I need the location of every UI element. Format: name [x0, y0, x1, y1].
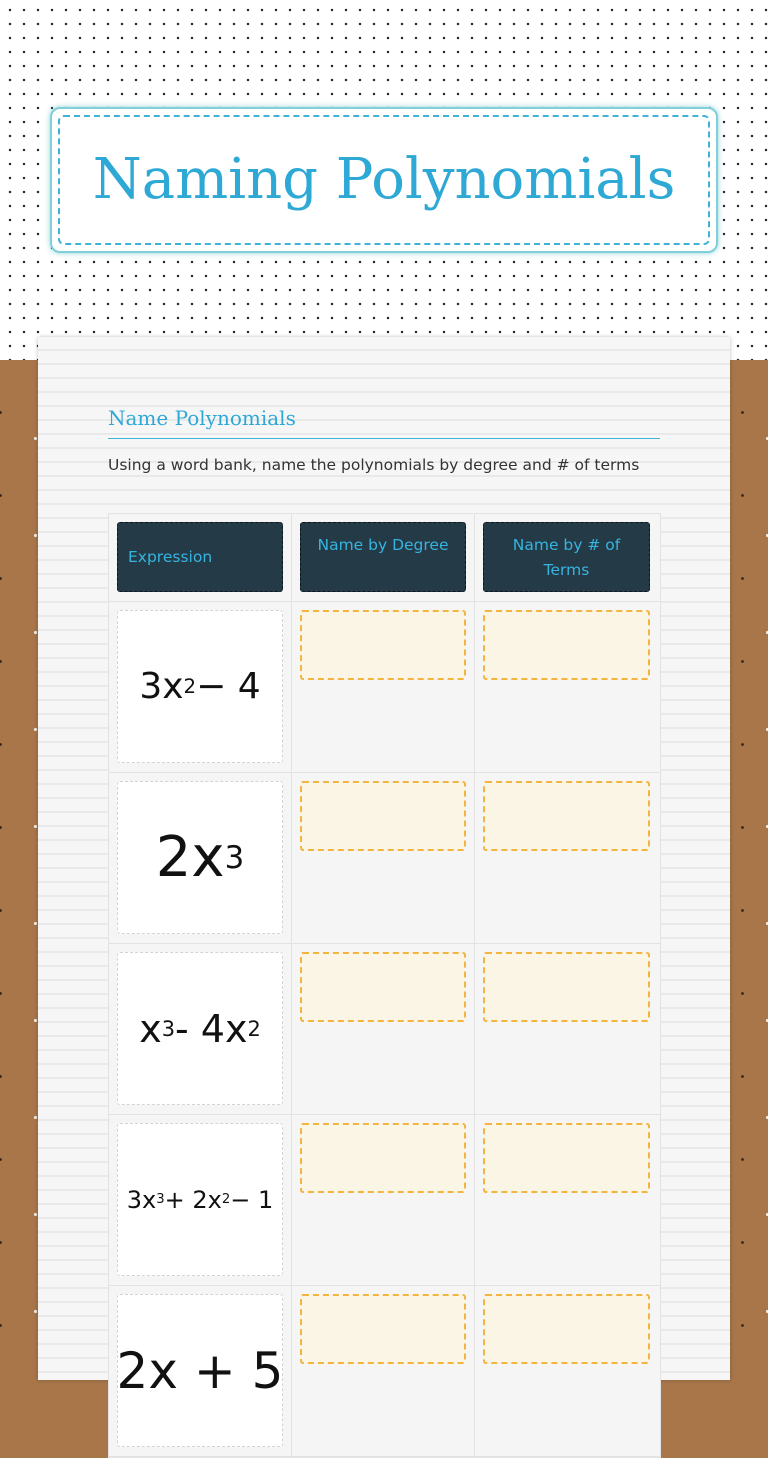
expression-card[interactable]	[117, 1294, 283, 1447]
exponent: 2	[247, 1016, 261, 1041]
instructions-text: Using a word bank, name the polynomials by degree and # of terms	[108, 456, 640, 474]
table-row	[109, 773, 660, 944]
terms-answer-box[interactable]	[483, 781, 650, 851]
expression-term: - 4x	[175, 1006, 248, 1051]
table-header-row	[109, 514, 660, 602]
terms-answer-box[interactable]	[483, 1294, 650, 1364]
terms-answer-box[interactable]	[483, 1123, 650, 1193]
degree-answer-box[interactable]	[300, 610, 466, 680]
terms-answer-box[interactable]	[483, 610, 650, 680]
expression-term: − 1	[230, 1185, 274, 1214]
expression-card[interactable]	[117, 781, 283, 934]
header-name-by-degree: Name by Degree	[300, 522, 466, 592]
expression-term: 3x	[126, 1185, 157, 1214]
table-row	[109, 602, 660, 773]
exponent: 2	[183, 675, 197, 698]
expression-card[interactable]	[117, 1123, 283, 1276]
expression-card[interactable]	[117, 952, 283, 1105]
header-name-by-terms: Name by # of Terms	[483, 522, 650, 592]
worksheet-paper	[38, 337, 730, 1400]
expression-term: 2x + 5	[116, 1341, 284, 1400]
expression-term: 2x	[155, 825, 225, 890]
expression-term: 3x	[139, 666, 184, 707]
exponent: 3	[161, 1016, 176, 1041]
title-frame	[58, 115, 710, 245]
exponent: 2	[221, 1192, 231, 1207]
table-row	[109, 1286, 660, 1457]
exponent: 3	[156, 1192, 165, 1207]
terms-answer-box[interactable]	[483, 952, 650, 1022]
exponent: 3	[224, 839, 245, 876]
expression-term: − 4	[196, 666, 261, 707]
header-expression: Expression	[117, 522, 283, 592]
degree-answer-box[interactable]	[300, 781, 466, 851]
polynomial-table	[108, 513, 661, 1458]
degree-answer-box[interactable]	[300, 1123, 466, 1193]
page-title: Naming Polynomials	[92, 147, 676, 212]
expression-card[interactable]	[117, 610, 283, 763]
table-row	[109, 944, 660, 1115]
title-card	[50, 107, 718, 253]
table-row	[109, 1115, 660, 1286]
expression-term: x	[139, 1006, 162, 1051]
expression-term: + 2x	[164, 1185, 222, 1214]
section-heading: Name Polynomials	[108, 406, 660, 439]
degree-answer-box[interactable]	[300, 1294, 466, 1364]
degree-answer-box[interactable]	[300, 952, 466, 1022]
